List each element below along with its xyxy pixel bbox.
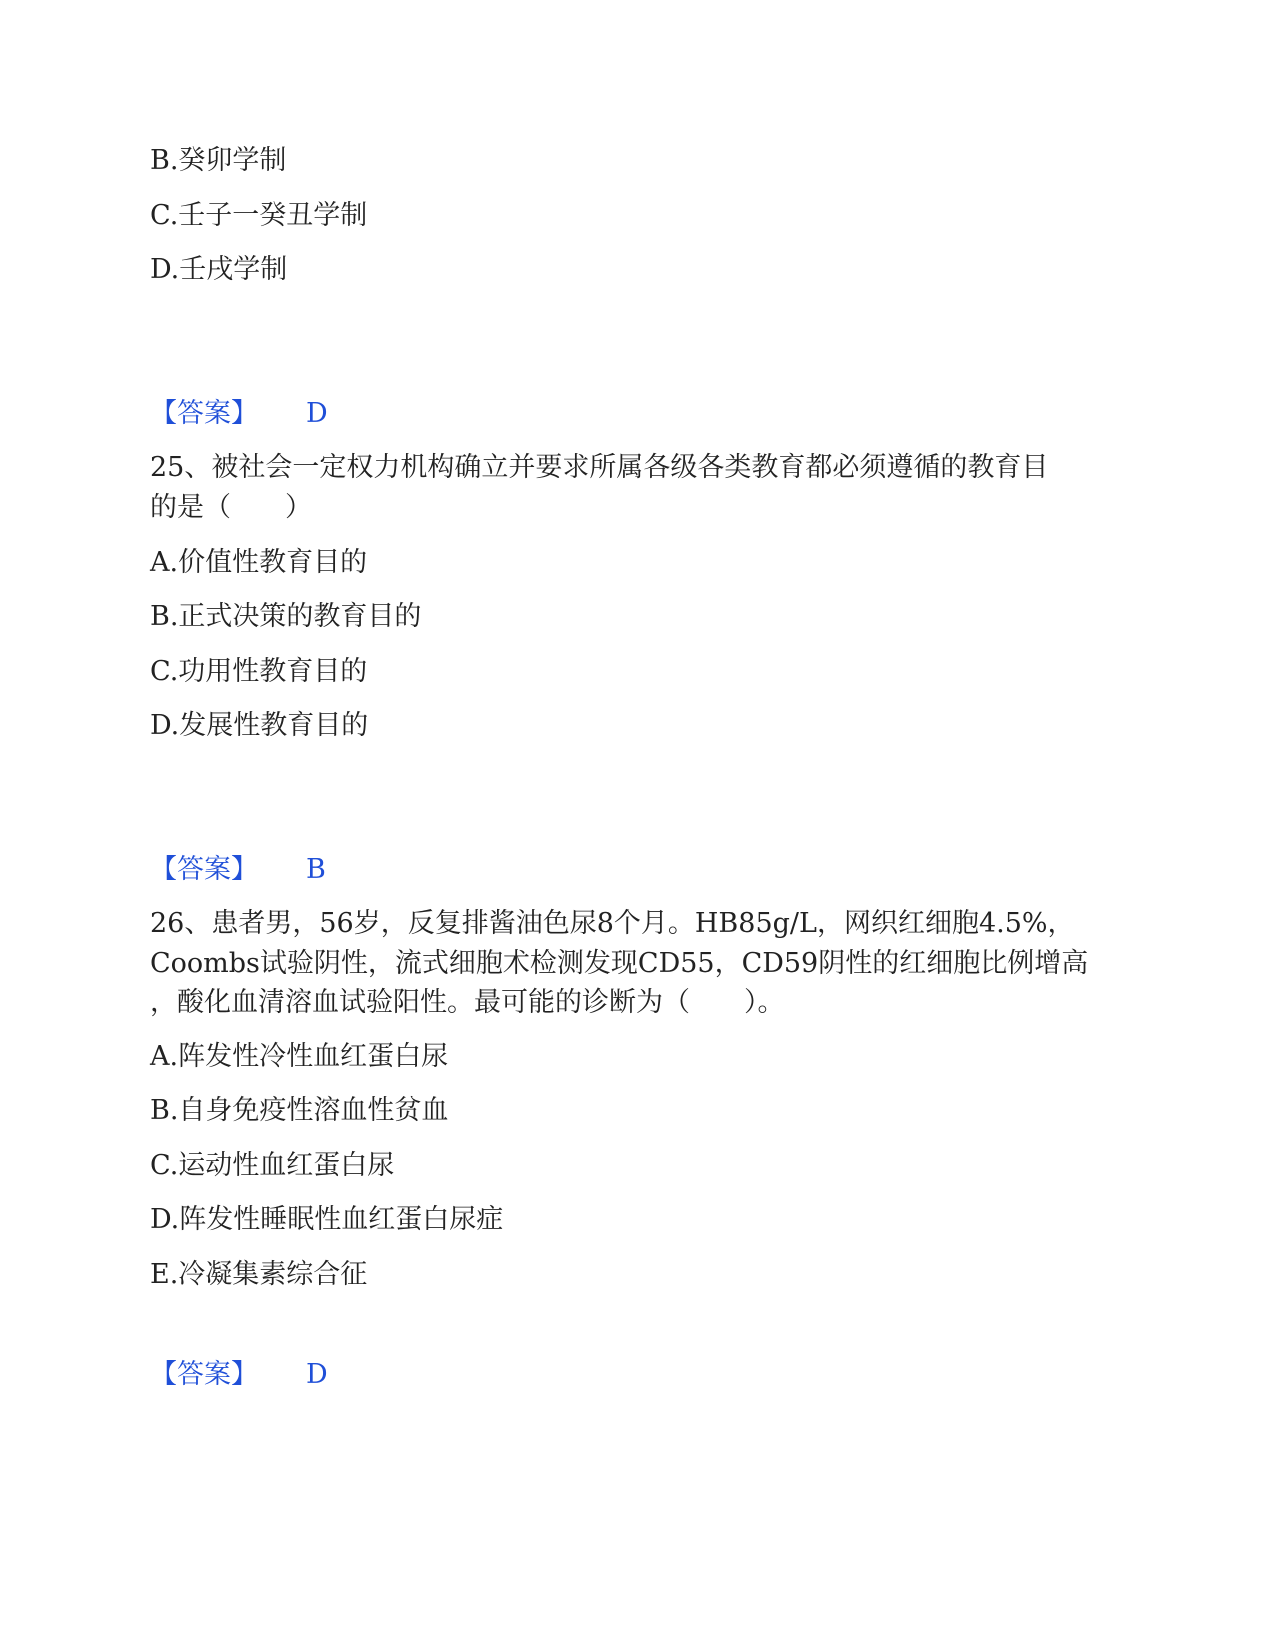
q25-option-b: B.正式决策的教育目的 [150,601,422,632]
q26-option-b: B.自身免疫性溶血性贫血 [150,1095,449,1126]
q24-option-b: B.癸卯学制 [150,145,287,176]
q24-option-c: C.壬子一癸丑学制 [150,200,368,231]
answer-label: 【答案】 [150,398,258,429]
q25-answer [150,853,326,887]
q26-stem-line-1: 26、患者男，56岁，反复排酱油色尿8个月。HB85g/L，网织红细胞4.5%， [150,908,1075,939]
answer-value: D [306,1359,328,1390]
q26-stem-line-3: ，酸化血清溶血试验阳性。最可能的诊断为（ ）。 [150,987,785,1018]
answer-value: B [306,854,326,885]
q26-answer [150,1358,328,1392]
answer-label: 【答案】 [150,854,258,885]
q26-stem-line-2: Coombs试验阴性，流式细胞术检测发现CD55，CD59阴性的红细胞比例增高 [150,948,1089,979]
q25-option-c: C.功用性教育目的 [150,656,368,687]
answer-label: 【答案】 [150,1359,258,1390]
q25-option-d: D.发展性教育目的 [150,710,369,741]
q26-option-c: C.运动性血红蛋白尿 [150,1150,395,1181]
q26-option-e: E.冷凝集素综合征 [150,1259,368,1290]
q26-option-d: D.阵发性睡眠性血红蛋白尿症 [150,1204,504,1235]
q25-stem-line-2: 的是（ ） [150,492,312,523]
q25-option-a: A.价值性教育目的 [150,547,368,578]
q26-option-a: A.阵发性冷性血红蛋白尿 [150,1041,449,1072]
q24-option-d: D.壬戌学制 [150,254,288,285]
q25-stem-line-1: 25、被社会一定权力机构确立并要求所属各级各类教育都必须遵循的教育目 [150,452,1049,483]
answer-value: D [306,398,328,429]
q24-answer [150,397,328,431]
